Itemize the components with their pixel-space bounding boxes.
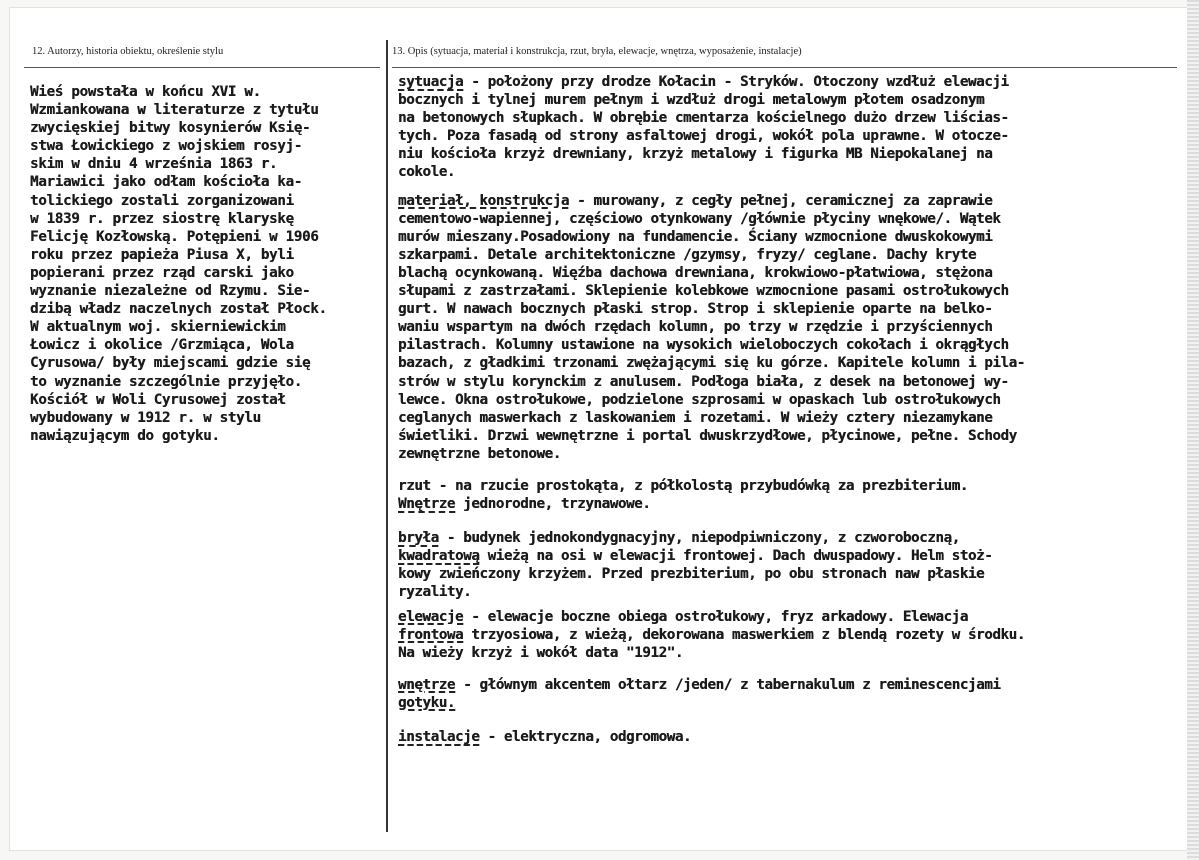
description-line: cementowo-wapiennej, częściowo otynkowany /głównie płyciny wnękowe/. Wątek — [398, 210, 1001, 227]
description-line — [398, 73, 1173, 91]
description-line — [398, 192, 1173, 210]
description-line: bocznych i tylnej murem pełnym i wzdłuż drogi metalowym płotem osadzonym — [398, 92, 985, 109]
description-line: ryzality. — [398, 584, 472, 601]
description-line — [398, 529, 1173, 547]
line-text: - położony przy drodze Kołacin - Stryków. Otoczony wzdłuż elewacji — [463, 74, 1009, 90]
header-rule-right — [392, 67, 1177, 68]
header-rule-left — [24, 67, 380, 68]
line-text: - na rzucie prostokąta, z półkolostą przybudówką za prezbiterium. — [430, 477, 968, 494]
history-line: W aktualnym woj. skierniewickim — [30, 319, 286, 336]
history-text — [30, 83, 384, 445]
section-wnetrze — [398, 676, 1173, 712]
line-text: wieżą na osi w elewacji frontowej. Dach dwuspadowy. Helm stoż- — [479, 548, 993, 565]
description-line — [398, 728, 1173, 746]
keyword-wnetrze: wnętrze — [398, 676, 455, 693]
history-line: dzibą władz naczelnych został Płock. — [30, 301, 327, 318]
history-line: Kościół w Woli Cyrusowej został — [30, 391, 286, 408]
description-line — [398, 477, 1173, 495]
history-line: w 1839 r. przez siostrę klaryskę — [30, 210, 294, 227]
history-line: wyznanie niezależne od Rzymu. Sie- — [30, 283, 311, 300]
keyword-wnetrze-plan: Wnętrze — [398, 496, 455, 513]
history-line: popierani przez rząd carski jako — [30, 264, 294, 281]
description-line — [398, 676, 1173, 694]
line-text: - budynek jednokondygnacyjny, niepodpiwniczony, z czworoboczną, — [438, 530, 960, 547]
section-12-header: 12. Autorzy, historia obiektu, określenie stylu — [32, 46, 224, 57]
history-line: wybudowany w 1912 r. w stylu — [30, 409, 261, 426]
keyword-elewacje: elewacje — [398, 608, 464, 625]
keyword-instalacje: instalacje — [398, 729, 480, 745]
section-rzut — [398, 477, 1173, 513]
description-line: blachą ocynkowaną. Więźba dachowa drewniana, krokwiowo-płatwiowa, stężona — [398, 264, 993, 281]
line-text: trzyosiowa, z wieżą, dekorowana maswerkiem z blendą rozety w środku. — [463, 626, 1025, 643]
description-line: ceglanych maswerkach z laskowaniem i rozetami. W wieży cztery niezamykane — [398, 409, 993, 426]
history-line: Felicję Kozłowską. Potępieni w 1906 — [30, 228, 319, 245]
description-line — [398, 547, 1173, 565]
history-line: Wieś powstała w końcu XVI w. — [30, 84, 261, 100]
description-line — [398, 626, 1173, 644]
scan-edge — [1187, 0, 1199, 860]
line-text: - murowany, z cegły pełnej, ceramicznej za zaprawie — [568, 192, 993, 209]
description-line: cokole. — [398, 164, 455, 181]
description-line: gurt. W nawach bocznych płaski strop. Strop i sklepienie oparte na belko- — [398, 301, 993, 318]
description-line: waniu wspartym na dwóch rzędach kolumn, po trzy w rzędzie i przyściennych — [398, 319, 993, 336]
line-text: - elewacje boczne obiega ostrołukowy, fryz arkadowy. Elewacja — [463, 608, 968, 625]
section-sytuacja — [398, 73, 1173, 182]
section-bryla — [398, 529, 1173, 601]
description-line: strów w stylu korynckim z anulusem. Podłoga biała, z desek na betonowej wy- — [398, 373, 1009, 390]
line-text: jednorodne, trzynawowe. — [455, 496, 651, 513]
description-line: lewce. Okna ostrołukowe, podzielone szprosami w opaskach lub ostrołukowych — [398, 391, 1001, 408]
description-line: na betonowych słupkach. W obrębie cmentarza kościelnego dużo drzew liścias- — [398, 110, 1009, 127]
history-line: stwa Łowickiego z wojskiem rosyj- — [30, 138, 302, 155]
description-line — [398, 495, 1173, 513]
description-line: zewnętrzne betonowe. — [398, 445, 561, 462]
description-line: świetliki. Drzwi wewnętrzne i portal dwuskrzydłowe, płycinowe, pełne. Schody — [398, 427, 1017, 444]
description-line: kowy zwieńczony krzyżem. Przed prezbiterium, po obu stronach naw płaskie — [398, 566, 985, 583]
description-column — [398, 73, 1173, 746]
history-line: Cyrusowa/ były miejscami gdzie się — [30, 355, 311, 372]
keyword-frontowa: frontowa — [398, 626, 464, 643]
history-line: nawiązującym do gotyku. — [30, 427, 220, 444]
history-line: tolickiego zostali zorganizowani — [30, 192, 294, 209]
history-line: Wzmiankowana w literaturze z tytułu — [30, 102, 319, 119]
description-line: murów mieszany.Posadowiony na fundamencie. Ściany wzmocnione dwuskokowymi — [398, 228, 993, 245]
description-line — [398, 694, 1173, 712]
keyword-rzut: rzut — [398, 477, 431, 494]
line-text: - elektryczna, odgromowa. — [479, 729, 692, 745]
keyword-gotyku: gotyku. — [398, 694, 455, 711]
section-13-header: 13. Opis (sytuacja, materiał i konstrukcja, rzut, bryła, elewacje, wnętrza, wyposażenie, instalacje) — [392, 46, 802, 57]
history-line: to wyznanie szczególnie przyjęło. — [30, 373, 302, 390]
keyword-material: materiał, konstrukcja — [398, 192, 569, 209]
history-line: roku przez papieża Piusa X, byli — [30, 246, 294, 263]
history-line: zwycięskiej bitwy kosynierów Księ- — [30, 120, 311, 137]
description-line: pilastrach. Kolumny ustawione na wysokich wieloboczych cokołach i okrągłych — [398, 337, 1009, 354]
description-line: szkarpami. Detale architektoniczne /gzymsy, fryzy/ ceglane. Dachy kryte — [398, 246, 977, 263]
history-line: Mariawici jako odłam kościoła ka- — [30, 174, 302, 191]
description-line: tych. Poza fasadą od strony asfaltowej drogi, wokół pola uprawne. W otocze- — [398, 128, 1009, 145]
description-line: niu kościoła krzyż drewniany, krzyż metalowy i figurka MB Niepokalanej na — [398, 146, 993, 163]
description-line: bazach, z gładkimi trzonami zwężającymi się ku górze. Kapitele kolumn i pila- — [398, 355, 1025, 372]
column-divider — [386, 40, 388, 832]
history-line: Łowicz i okolice /Grzmiąca, Wola — [30, 337, 294, 354]
line-text: - głównym akcentem ołtarz /jeden/ z tabernakulum z reminescencjami — [455, 676, 1001, 693]
section-elewacje — [398, 608, 1173, 662]
section-material — [398, 192, 1173, 463]
description-line — [398, 608, 1173, 626]
history-line: skim w dniu 4 września 1863 r. — [30, 156, 278, 173]
keyword-kwadratowa: kwadratową — [398, 548, 480, 565]
section-instalacje — [398, 728, 1173, 746]
description-line: słupami z zastrzałami. Sklepienie kolebkowe wzmocnione pasami ostrołukowych — [398, 283, 1009, 300]
description-line: Na wieży krzyż i wokół data "1912". — [398, 644, 683, 661]
keyword-bryla: bryła — [398, 530, 439, 547]
keyword-sytuacja: sytuacja — [398, 74, 464, 90]
